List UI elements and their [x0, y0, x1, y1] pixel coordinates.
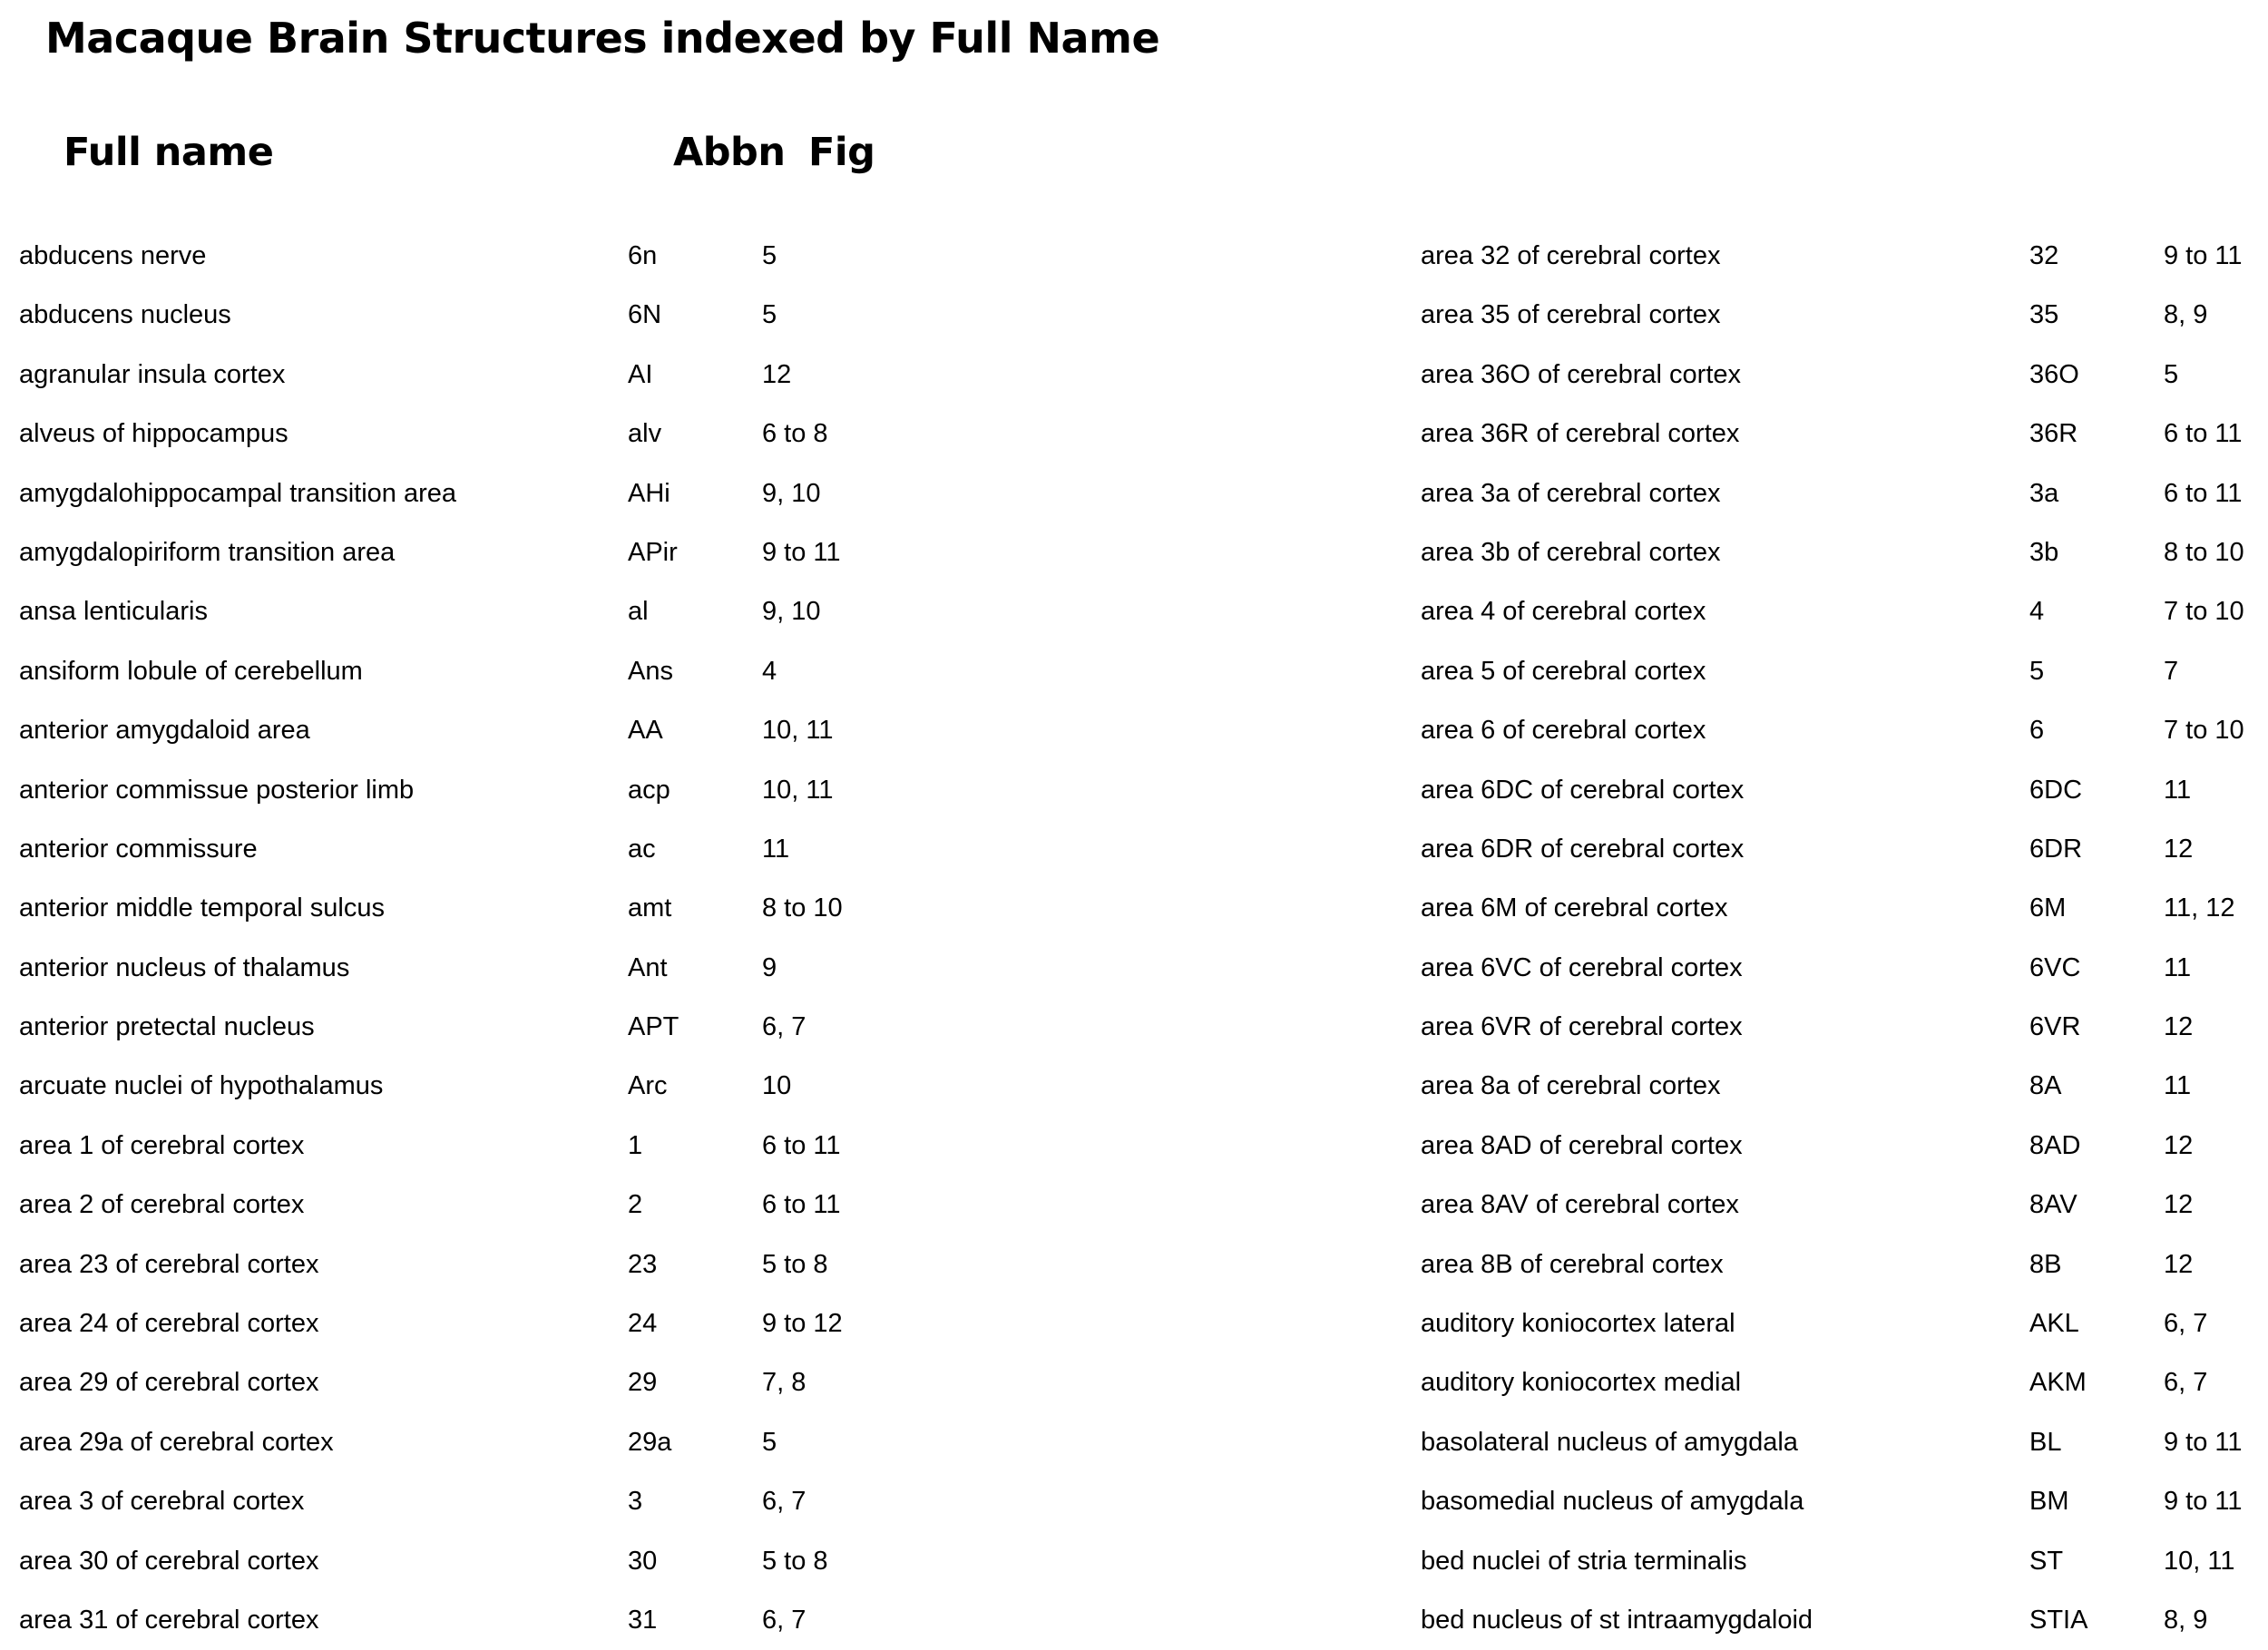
- structure-name: area 3a of cerebral cortex: [1421, 478, 1721, 508]
- structure-name: area 4 of cerebral cortex: [1421, 597, 1706, 627]
- structure-abbreviation: BL: [2029, 1427, 2062, 1457]
- structure-figures: 6 to 11: [762, 1190, 841, 1220]
- structure-name: area 36O of cerebral cortex: [1421, 359, 1742, 389]
- structure-figures: 12: [2164, 1249, 2194, 1279]
- structure-figures: 6 to 11: [762, 1130, 841, 1160]
- structure-figures: 6, 7: [2164, 1309, 2208, 1339]
- list-item: [1421, 1413, 2264, 1472]
- header-figure: Fig: [808, 130, 875, 175]
- structure-abbreviation: STIA: [2029, 1605, 2088, 1635]
- structure-abbreviation: AKM: [2029, 1368, 2087, 1398]
- structure-figures: 7 to 10: [2164, 716, 2244, 746]
- structure-name: arcuate nuclei of hypothalamus: [19, 1071, 384, 1101]
- structure-name: area 2 of cerebral cortex: [19, 1190, 305, 1220]
- structure-name: bed nuclei of stria terminalis: [1421, 1546, 1747, 1576]
- list-item: [19, 1591, 863, 1650]
- structure-figures: 10, 11: [2164, 1546, 2235, 1576]
- list-item: [1421, 820, 2264, 879]
- structure-figures: 11: [2164, 1071, 2192, 1101]
- structure-figures: 6, 7: [762, 1487, 807, 1517]
- list-item: [1421, 1472, 2264, 1531]
- structure-abbreviation: 6VR: [2029, 1012, 2081, 1042]
- structure-figures: 7 to 10: [2164, 597, 2244, 627]
- structure-name: area 31 of cerebral cortex: [19, 1605, 319, 1635]
- structure-abbreviation: 35: [2029, 300, 2059, 330]
- structure-abbreviation: 6VC: [2029, 952, 2081, 982]
- structure-figures: 10: [762, 1071, 792, 1101]
- structure-abbreviation: APT: [628, 1012, 679, 1042]
- structure-abbreviation: 1: [628, 1130, 643, 1160]
- structure-abbreviation: 5: [2029, 656, 2045, 686]
- structure-figures: 8 to 10: [762, 893, 843, 923]
- structure-name: area 36R of cerebral cortex: [1421, 419, 1740, 449]
- structure-abbreviation: 24: [628, 1309, 658, 1339]
- structure-figures: 10, 11: [762, 716, 834, 746]
- structure-abbreviation: 2: [628, 1190, 643, 1220]
- structure-figures: 8, 9: [2164, 1605, 2208, 1635]
- structure-figures: 9: [762, 952, 777, 982]
- structure-abbreviation: 3b: [2029, 537, 2059, 567]
- structure-figures: 6, 7: [762, 1012, 807, 1042]
- structure-abbreviation: 23: [628, 1249, 658, 1279]
- list-item: [1421, 939, 2264, 998]
- structure-figures: 6 to 8: [762, 419, 828, 449]
- structure-name: anterior pretectal nucleus: [19, 1012, 315, 1042]
- list-item: [19, 582, 863, 641]
- structure-abbreviation: 29a: [628, 1427, 672, 1457]
- structure-abbreviation: 3a: [2029, 478, 2059, 508]
- structure-figures: 9 to 12: [762, 1309, 843, 1339]
- structure-figures: 5: [762, 241, 777, 270]
- structure-name: amygdalopiriform transition area: [19, 537, 396, 567]
- structure-figures: 11: [762, 834, 790, 864]
- structure-name: area 6DR of cerebral cortex: [1421, 834, 1745, 864]
- structure-abbreviation: 31: [628, 1605, 658, 1635]
- list-item: [19, 1117, 863, 1176]
- structure-name: anterior nucleus of thalamus: [19, 952, 350, 982]
- structure-figures: 11: [2164, 775, 2192, 805]
- list-item: [19, 1532, 863, 1591]
- structure-figures: 11, 12: [2164, 893, 2235, 923]
- structure-name: area 8B of cerebral cortex: [1421, 1249, 1724, 1279]
- structure-figures: 7, 8: [762, 1368, 807, 1398]
- list-item: [1421, 1591, 2264, 1650]
- structure-abbreviation: alv: [628, 419, 662, 449]
- list-item: [19, 701, 863, 760]
- structure-figures: 8, 9: [2164, 300, 2208, 330]
- list-item: [1421, 227, 2264, 286]
- structure-abbreviation: 6DC: [2029, 775, 2083, 805]
- structure-abbreviation: APir: [628, 537, 678, 567]
- list-item: [19, 227, 863, 286]
- list-item: [19, 761, 863, 820]
- structure-figures: 5: [2164, 359, 2179, 389]
- structure-name: bed nucleus of st intraamygdaloid: [1421, 1605, 1813, 1635]
- structure-name: area 30 of cerebral cortex: [19, 1546, 319, 1576]
- structure-name: auditory koniocortex medial: [1421, 1368, 1742, 1398]
- structure-name: abducens nucleus: [19, 300, 231, 330]
- list-item: [19, 1353, 863, 1412]
- structure-abbreviation: Arc: [628, 1071, 668, 1101]
- structure-abbreviation: AKL: [2029, 1309, 2079, 1339]
- list-item: [19, 1294, 863, 1353]
- structure-figures: 9, 10: [762, 597, 821, 627]
- structure-abbreviation: 6n: [628, 241, 658, 270]
- structure-name: abducens nerve: [19, 241, 207, 270]
- structure-name: area 6VC of cerebral cortex: [1421, 952, 1743, 982]
- list-item: [1421, 464, 2264, 523]
- structure-name: basolateral nucleus of amygdala: [1421, 1427, 1798, 1457]
- structure-figures: 9, 10: [762, 478, 821, 508]
- structure-name: area 23 of cerebral cortex: [19, 1249, 319, 1279]
- structure-name: basomedial nucleus of amygdala: [1421, 1487, 1804, 1517]
- structure-name: area 1 of cerebral cortex: [19, 1130, 305, 1160]
- structure-figures: 12: [2164, 1012, 2194, 1042]
- structure-abbreviation: 36O: [2029, 359, 2079, 389]
- structure-abbreviation: ST: [2029, 1546, 2064, 1576]
- structure-name: area 6DC of cerebral cortex: [1421, 775, 1745, 805]
- structure-figures: 6 to 11: [2164, 419, 2243, 449]
- structure-figures: 5 to 8: [762, 1546, 828, 1576]
- list-item: [1421, 405, 2264, 464]
- list-item: [19, 286, 863, 345]
- structure-figures: 12: [2164, 1190, 2194, 1220]
- list-item: [19, 523, 863, 582]
- structure-name: area 8a of cerebral cortex: [1421, 1071, 1721, 1101]
- index-list-right: [1421, 227, 2264, 1650]
- structure-abbreviation: 4: [2029, 597, 2045, 627]
- structure-figures: 9 to 11: [2164, 1487, 2243, 1517]
- list-item: [1421, 1057, 2264, 1116]
- list-item: [1421, 701, 2264, 760]
- list-item: [1421, 642, 2264, 701]
- list-item: [1421, 523, 2264, 582]
- list-item: [19, 405, 863, 464]
- list-item: [1421, 1117, 2264, 1176]
- structure-abbreviation: 36R: [2029, 419, 2078, 449]
- structure-figures: 9 to 11: [2164, 241, 2243, 270]
- list-item: [1421, 879, 2264, 938]
- list-item: [19, 939, 863, 998]
- structure-name: area 8AV of cerebral cortex: [1421, 1190, 1739, 1220]
- structure-figures: 6, 7: [762, 1605, 807, 1635]
- structure-abbreviation: AHi: [628, 478, 670, 508]
- structure-abbreviation: ac: [628, 834, 656, 864]
- list-item: [1421, 1353, 2264, 1412]
- structure-abbreviation: Ant: [628, 952, 668, 982]
- list-item: [1421, 1235, 2264, 1294]
- list-item: [19, 346, 863, 405]
- list-item: [1421, 582, 2264, 641]
- structure-name: area 3 of cerebral cortex: [19, 1487, 305, 1517]
- structure-abbreviation: 6N: [628, 300, 662, 330]
- index-list-left: [19, 227, 863, 1650]
- structure-name: area 32 of cerebral cortex: [1421, 241, 1721, 270]
- structure-name: amygdalohippocampal transition area: [19, 478, 457, 508]
- list-item: [19, 879, 863, 938]
- structure-figures: 8 to 10: [2164, 537, 2244, 567]
- structure-name: anterior middle temporal sulcus: [19, 893, 385, 923]
- list-item: [1421, 1176, 2264, 1235]
- structure-abbreviation: 8AD: [2029, 1130, 2081, 1160]
- header-full-name: Full name: [64, 130, 274, 175]
- structure-abbreviation: 6: [2029, 716, 2045, 746]
- structure-figures: 6, 7: [2164, 1368, 2208, 1398]
- structure-figures: 4: [762, 656, 777, 686]
- structure-figures: 12: [2164, 1130, 2194, 1160]
- structure-name: ansiform lobule of cerebellum: [19, 656, 363, 686]
- structure-name: ansa lenticularis: [19, 597, 208, 627]
- structure-name: area 24 of cerebral cortex: [19, 1309, 319, 1339]
- structure-abbreviation: 30: [628, 1546, 658, 1576]
- structure-name: area 29a of cerebral cortex: [19, 1427, 334, 1457]
- structure-name: auditory koniocortex lateral: [1421, 1309, 1735, 1339]
- list-item: [1421, 761, 2264, 820]
- structure-name: area 29 of cerebral cortex: [19, 1368, 319, 1398]
- structure-figures: 9 to 11: [2164, 1427, 2243, 1457]
- structure-name: area 6 of cerebral cortex: [1421, 716, 1706, 746]
- structure-abbreviation: 8B: [2029, 1249, 2062, 1279]
- header-abbreviation: Abbn: [673, 130, 786, 175]
- list-item: [19, 1472, 863, 1531]
- structure-figures: 5 to 8: [762, 1249, 828, 1279]
- structure-abbreviation: 6M: [2029, 893, 2067, 923]
- list-item: [1421, 1532, 2264, 1591]
- list-item: [19, 1235, 863, 1294]
- structure-abbreviation: 8AV: [2029, 1190, 2077, 1220]
- structure-name: anterior commissue posterior limb: [19, 775, 415, 805]
- list-item: [19, 1413, 863, 1472]
- list-item: [19, 1176, 863, 1235]
- structure-abbreviation: amt: [628, 893, 672, 923]
- structure-abbreviation: Ans: [628, 656, 673, 686]
- structure-figures: 6 to 11: [2164, 478, 2243, 508]
- structure-abbreviation: 32: [2029, 241, 2059, 270]
- structure-figures: 5: [762, 1427, 777, 1457]
- structure-figures: 7: [2164, 656, 2179, 686]
- structure-abbreviation: AA: [628, 716, 663, 746]
- list-item: [1421, 286, 2264, 345]
- structure-name: anterior amygdaloid area: [19, 716, 310, 746]
- structure-figures: 10, 11: [762, 775, 834, 805]
- structure-name: anterior commissure: [19, 834, 258, 864]
- structure-abbreviation: 3: [628, 1487, 643, 1517]
- list-item: [19, 642, 863, 701]
- structure-abbreviation: 6DR: [2029, 834, 2083, 864]
- structure-abbreviation: 29: [628, 1368, 658, 1398]
- structure-name: alveus of hippocampus: [19, 419, 288, 449]
- structure-figures: 9 to 11: [762, 537, 841, 567]
- list-item: [1421, 1294, 2264, 1353]
- structure-abbreviation: al: [628, 597, 649, 627]
- structure-figures: 12: [2164, 834, 2194, 864]
- structure-name: area 8AD of cerebral cortex: [1421, 1130, 1743, 1160]
- list-item: [1421, 998, 2264, 1057]
- structure-name: area 6VR of cerebral cortex: [1421, 1012, 1743, 1042]
- list-item: [19, 998, 863, 1057]
- structure-name: area 35 of cerebral cortex: [1421, 300, 1721, 330]
- structure-abbreviation: 8A: [2029, 1071, 2062, 1101]
- structure-abbreviation: BM: [2029, 1487, 2069, 1517]
- structure-abbreviation: acp: [628, 775, 670, 805]
- structure-figures: 5: [762, 300, 777, 330]
- page-title: Macaque Brain Structures indexed by Full Name: [45, 14, 1160, 63]
- structure-name: area 6M of cerebral cortex: [1421, 893, 1728, 923]
- structure-name: area 3b of cerebral cortex: [1421, 537, 1721, 567]
- structure-name: area 5 of cerebral cortex: [1421, 656, 1706, 686]
- list-item: [19, 464, 863, 523]
- structure-name: agranular insula cortex: [19, 359, 286, 389]
- structure-figures: 11: [2164, 952, 2192, 982]
- structure-abbreviation: AI: [628, 359, 653, 389]
- list-item: [1421, 346, 2264, 405]
- list-item: [19, 1057, 863, 1116]
- list-item: [19, 820, 863, 879]
- structure-figures: 12: [762, 359, 792, 389]
